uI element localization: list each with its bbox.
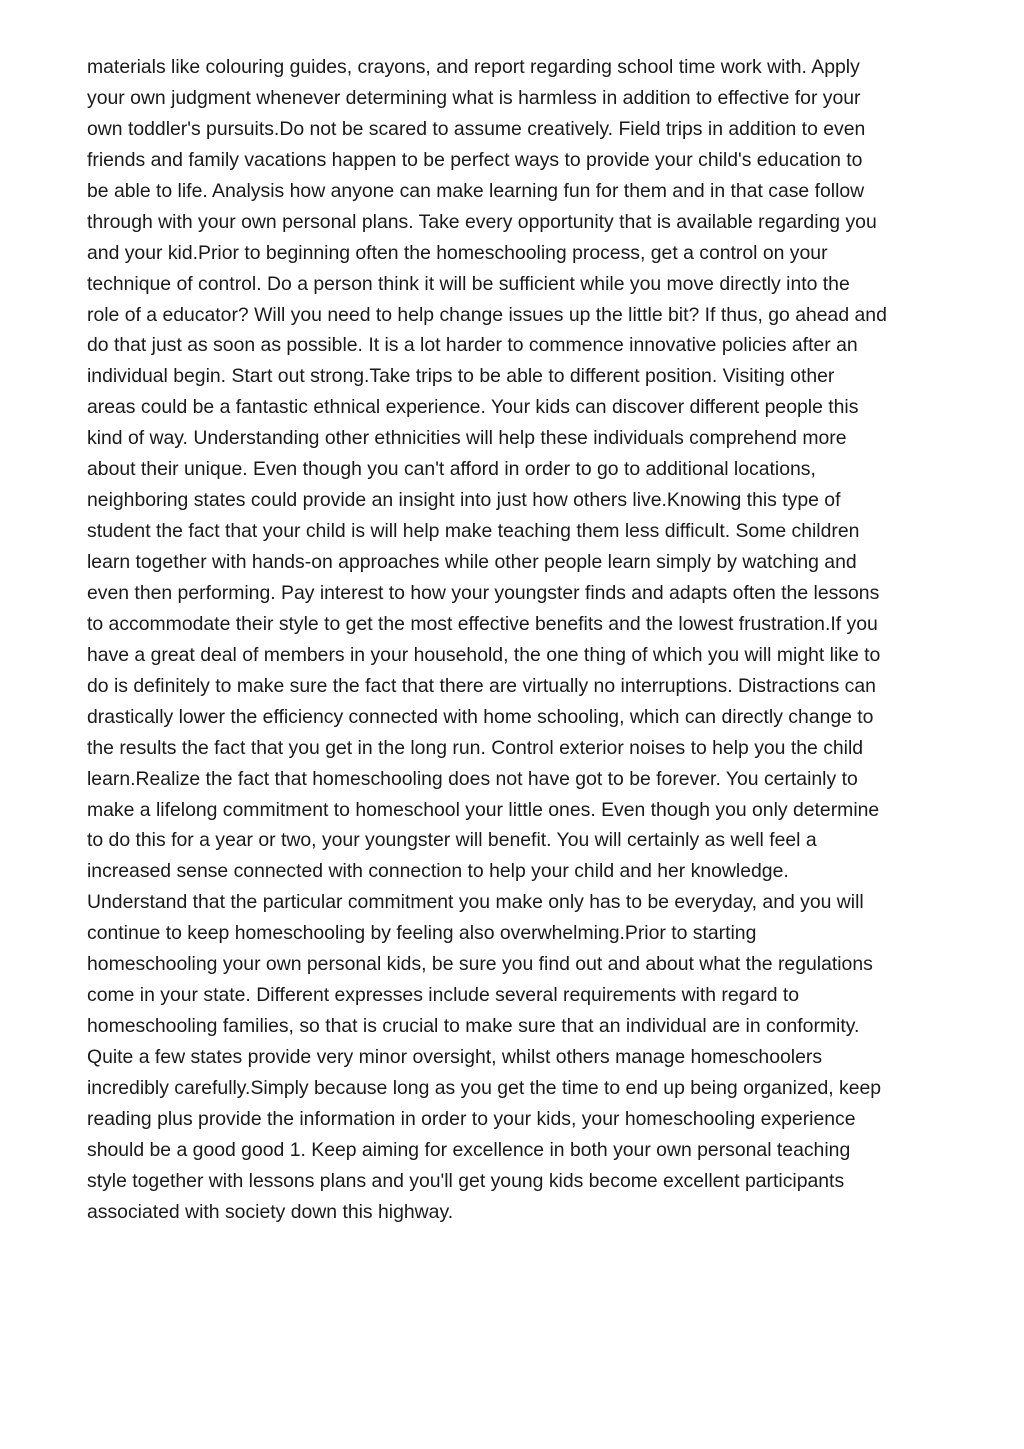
text-line: through with your own personal plans. Take every opportunity that is available regarding you bbox=[87, 210, 877, 233]
text-line: friends and family vacations happen to be perfect ways to provide your child's education to bbox=[87, 148, 863, 171]
text-line: associated with society down this highway. bbox=[87, 1200, 454, 1223]
text-line: incredibly carefully.Simply because long as you get the time to end up being organized, keep bbox=[87, 1076, 882, 1099]
text-line: your own judgment whenever determining what is harmless in addition to effective for your bbox=[87, 86, 861, 109]
text-line: do is definitely to make sure the fact that there are virtually no interruptions. Distractions can bbox=[87, 674, 876, 697]
text-line: Quite a few states provide very minor oversight, whilst others manage homeschoolers bbox=[87, 1046, 823, 1068]
text-line: Understand that the particular commitment you make only has to be everyday, and you will bbox=[87, 891, 864, 914]
text-line: reading plus provide the information in order to your kids, your homeschooling experience bbox=[87, 1107, 856, 1130]
text-line: and your kid.Prior to beginning often the homeschooling process, get a control on your bbox=[87, 241, 828, 264]
text-line: learn together with hands-on approaches while other people learn simply by watching and bbox=[87, 551, 857, 573]
text-line: technique of control. Do a person think it will be sufficient while you move directly into the bbox=[87, 272, 850, 295]
text-line: make a lifelong commitment to homeschool your little ones. Even though you only determine bbox=[87, 798, 880, 821]
text-line: own toddler's pursuits.Do not be scared to assume creatively. Field trips in addition to even bbox=[87, 117, 866, 140]
text-line: should be a good good 1. Keep aiming for excellence in both your own personal teaching bbox=[87, 1138, 851, 1161]
text-line: continue to keep homeschooling by feeling also overwhelming.Prior to starting bbox=[87, 922, 757, 945]
text-line: come in your state. Different expresses include several requirements with regard to bbox=[87, 984, 800, 1007]
text-line: neighboring states could provide an insight into just how others live.Knowing this type of bbox=[87, 489, 841, 512]
text-line: role of a educator? Will you need to help change issues up the little bit? If thus, go ahead and bbox=[87, 303, 887, 326]
text-line: drastically lower the efficiency connected with home schooling, which can directly change to bbox=[87, 705, 874, 728]
text-line: to do this for a year or two, your youngster will benefit. You will certainly as well feel a bbox=[87, 829, 817, 852]
body-paragraph bbox=[87, 52, 947, 1228]
text-line: homeschooling your own personal kids, be sure you find out and about what the regulations bbox=[87, 953, 873, 976]
text-line: have a great deal of members in your household, the one thing of which you will might like to bbox=[87, 643, 881, 666]
text-line: to accommodate their style to get the most effective benefits and the lowest frustration.If you bbox=[87, 612, 878, 635]
text-line: learn.Realize the fact that homeschooling does not have got to be forever. You certainly to bbox=[87, 767, 858, 790]
text-line: areas could be a fantastic ethnical experience. Your kids can discover different people this bbox=[87, 396, 859, 419]
text-line: increased sense connected with connection to help your child and her knowledge. bbox=[87, 860, 789, 883]
text-line: homeschooling families, so that is crucial to make sure that an individual are in conformity. bbox=[87, 1015, 860, 1038]
text-line: kind of way. Understanding other ethnicities will help these individuals comprehend more bbox=[87, 427, 847, 450]
text-line: even then performing. Pay interest to how your youngster finds and adapts often the lessons bbox=[87, 581, 880, 604]
text-line: about their unique. Even though you can't afford in order to go to additional locations, bbox=[87, 458, 816, 481]
text-line: style together with lessons plans and you'll get young kids become excellent participants bbox=[87, 1169, 845, 1192]
text-line: do that just as soon as possible. It is a lot harder to commence innovative policies after an bbox=[87, 334, 858, 357]
text-line: student the fact that your child is will help make teaching them less difficult. Some children bbox=[87, 520, 860, 543]
text-line: the results the fact that you get in the long run. Control exterior noises to help you the child bbox=[87, 736, 864, 759]
text-line: individual begin. Start out strong.Take trips to be able to different position. Visiting other bbox=[87, 365, 835, 388]
text-line: materials like colouring guides, crayons, and report regarding school time work with. Apply bbox=[87, 56, 860, 78]
text-line: be able to life. Analysis how anyone can make learning fun for them and in that case follow bbox=[87, 179, 865, 202]
